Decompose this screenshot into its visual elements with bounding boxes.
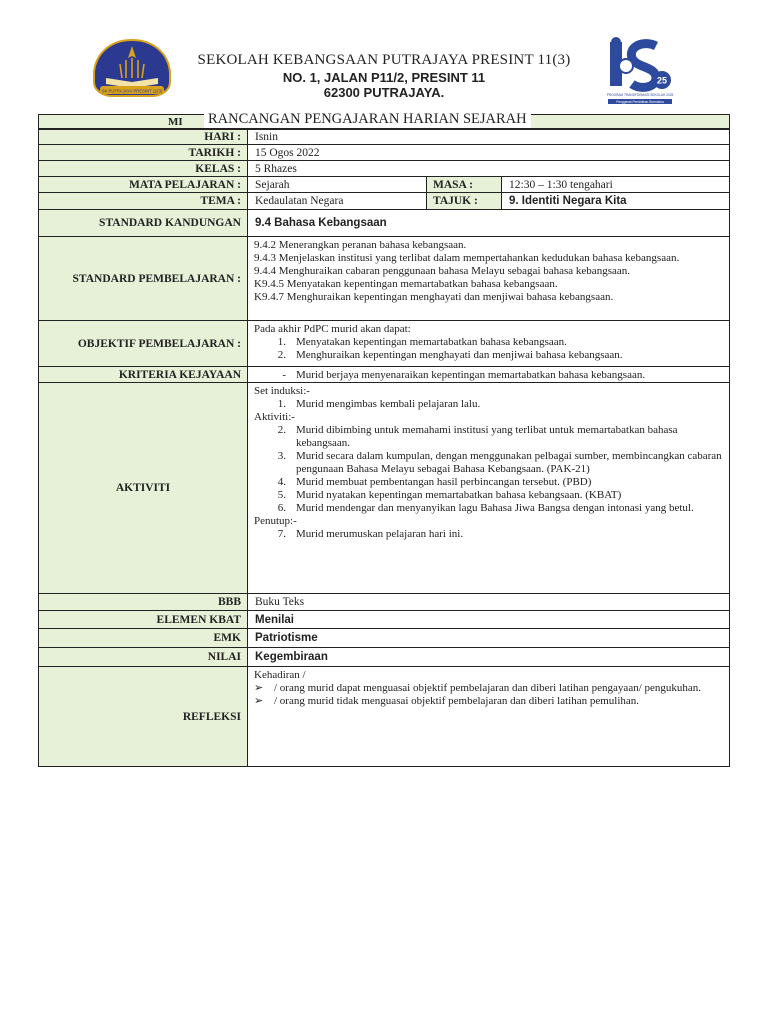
mi-partial-text: MI — [168, 116, 183, 128]
kriteria-value — [247, 366, 730, 383]
aktiviti-heading: Aktiviti:- — [254, 411, 295, 423]
address-line-1: NO. 1, JALAN P11/2, PRESINT 11 — [282, 70, 486, 85]
elemen-kbat-label: ELEMEN KBAT — [38, 610, 248, 629]
lesson-plan-table — [38, 114, 730, 767]
sp-item: K9.4.7 Menghuraikan kepentingan menghayati dan menjiwai bahasa kebangsaan. — [254, 291, 614, 303]
crest-text: SK PUTRAJAYA PRESINT 11(3) — [101, 88, 163, 94]
sp-item: 9.4.3 Menjelaskan institusi yang terlibat dalam mempertahankan kedudukan bahasa kebangsaan. — [254, 252, 680, 264]
elemen-kbat-value: Menilai — [247, 610, 730, 629]
aktiviti-item: 6. Murid mendengar dan menyanyikan lagu Bahasa Jiwa Bangsa dengan intonasi yang betul. — [277, 502, 694, 514]
refleksi-list — [247, 666, 730, 767]
ts25-number: 25 — [656, 75, 668, 86]
masa-label: MASA : — [426, 176, 502, 193]
address-line-2: 62300 PUTRAJAYA. — [323, 85, 445, 100]
aktiviti-item: 4. Murid membuat pembentangan hasil perbincangan tersebut. (PBD) — [277, 476, 592, 488]
refleksi-item: ➢ / orang murid tidak menguasai objektif pembelajaran dan diberi latihan pemulihan. — [254, 695, 640, 707]
kelas-value: 5 Rhazes — [247, 160, 730, 177]
objektif-item: 2. Menghuraikan kepentingan menghayati dan menjiwai bahasa kebangsaan. — [277, 349, 623, 361]
aktiviti-list — [247, 382, 730, 594]
tema-value: Kedaulatan Negara — [247, 192, 427, 210]
tarikh-value: 15 Ogos 2022 — [247, 144, 730, 161]
ts25-tagline: Penggerak Pendidikan Bermakna — [616, 100, 664, 104]
kehadiran-line: Kehadiran / — [254, 669, 306, 681]
nilai-label: NILAI — [38, 647, 248, 667]
school-name: SEKOLAH KEBANGSAAN PUTRAJAYA PRESINT 11(3) — [197, 52, 571, 68]
mata-pelajaran-value: Sejarah — [247, 176, 427, 193]
tema-label: TEMA : — [38, 192, 248, 210]
aktiviti-label: AKTIVITI — [38, 382, 248, 594]
penutup-heading: Penutup:- — [254, 515, 297, 527]
objektif-item: 1. Menyatakan kepentingan memartabatkan bahasa kebangsaan. — [277, 336, 567, 348]
aktiviti-item: 5. Murid nyatakan kepentingan memartabatkan bahasa kebangsaan. (KBAT) — [277, 489, 622, 501]
standard-pembelajaran-list — [247, 236, 730, 321]
sp-item: 9.4.2 Menerangkan peranan bahasa kebangsaan. — [254, 239, 467, 251]
kriteria-label: KRITERIA KEJAYAAN — [38, 366, 248, 383]
masa-value: 12:30 – 1:30 tengahari — [501, 176, 730, 193]
ts25-caption: PROGRAM TRANSFORMASI SEKOLAH 2025 — [606, 93, 674, 97]
objektif-list — [247, 320, 730, 367]
emk-label: EMK — [38, 628, 248, 648]
set-induksi-heading: Set induksi:- — [254, 385, 310, 397]
tajuk-value: 9. Identiti Negara Kita — [501, 192, 730, 210]
kriteria-item: - Murid berjaya menyenaraikan kepentingan memartabatkan bahasa kebangsaan. — [282, 369, 646, 381]
refleksi-label: REFLEKSI — [38, 666, 248, 767]
standard-kandungan-label: STANDARD KANDUNGAN — [38, 209, 248, 237]
aktiviti-item: 2. Murid dibimbing untuk memahami institusi yang terlibat untuk memartabatkan bahasa kebangsaan. — [277, 424, 678, 449]
emk-value: Patriotisme — [247, 628, 730, 648]
sp-item: K9.4.5 Menyatakan kepentingan memartabatkan bahasa kebangsaan. — [254, 278, 558, 290]
form-title: RANCANGAN PENGAJARAN HARIAN SEJARAH — [204, 111, 531, 128]
objektif-intro: Pada akhir PdPC murid akan dapat: — [254, 323, 411, 335]
sp-item: 9.4.4 Menghuraikan cabaran penggunaan bahasa Melayu sebagai bahasa kebangsaan. — [254, 265, 630, 277]
tajuk-label: TAJUK : — [426, 192, 502, 210]
tarikh-label: TARIKH : — [38, 144, 248, 161]
bbb-label: BBB — [38, 593, 248, 611]
standard-pembelajaran-label: STANDARD PEMBELAJARAN : — [38, 236, 248, 321]
refleksi-item: ➢ / orang murid dapat menguasai objektif pembelajaran dan diberi latihan pengayaan/ pengukuhan. — [254, 682, 702, 694]
aktiviti-item: 1. Murid mengimbas kembali pelajaran lalu. — [277, 398, 481, 410]
nilai-value: Kegembiraan — [247, 647, 730, 667]
aktiviti-item: 7. Murid merumuskan pelajaran hari ini. — [277, 528, 464, 540]
kelas-label: KELAS : — [38, 160, 248, 177]
hari-label: HARI : — [38, 129, 248, 145]
objektif-label: OBJEKTIF PEMBELAJARAN : — [38, 320, 248, 367]
aktiviti-item: 3. Murid secara dalam kumpulan, dengan menggunakan pelbagai sumber, membincangkan cabaran pengunaan Bahasa Melayu sebagai Bahasa Kebangsaan. (PAK-21) — [277, 450, 722, 475]
bbb-value: Buku Teks — [247, 593, 730, 611]
mata-pelajaran-label: MATA PELAJARAN : — [38, 176, 248, 193]
hari-value: Isnin — [247, 129, 730, 145]
standard-kandungan-value: 9.4 Bahasa Kebangsaan — [247, 209, 730, 237]
